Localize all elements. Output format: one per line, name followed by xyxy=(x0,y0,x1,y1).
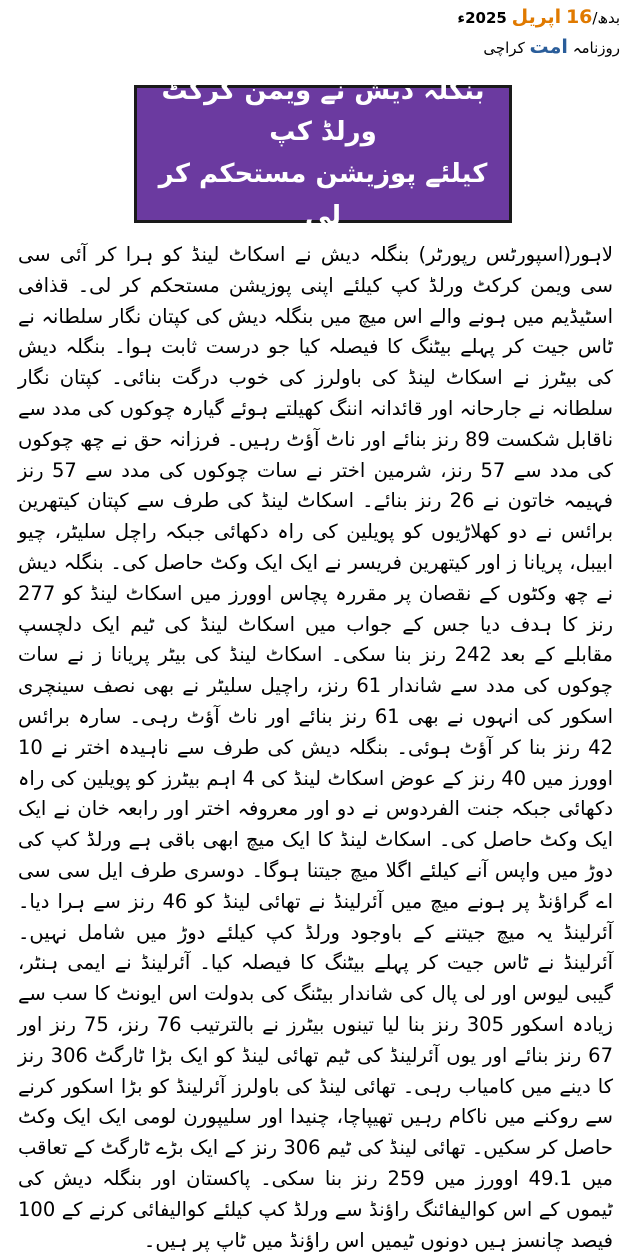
article-body xyxy=(18,240,613,1256)
paper-brand: امت xyxy=(529,35,568,58)
paper-prefix: روزنامہ xyxy=(572,38,620,57)
article-paragraph: لاہور(اسپورٹس رپورٹر) بنگلہ دیش نے اسکاٹ لینڈ کو ہرا کر آئی سی سی ویمن کرکٹ ورلڈ کپ کیلئے اپنی پوزیشن مستحکم کر لی۔ قذافی اسٹیڈیم میں ہونے والے اس میچ میں بنگلہ دیش کی کپتان نگار سلطانہ نے ٹاس جیت کر پہلے بیٹنگ کا فیصلہ کیا جو درست ثابت ہوا۔ بنگلہ دیش کی بیٹرز نے اسکاٹ لینڈ کی باولرز کی خوب درگت بنائی۔ کپتان نگار سلطانہ نے جارحانہ اور قائدانہ اننگ کھیلتے ہوئے گیارہ چوکوں کی مدد سے ناقابل شکست 89 رنز بنائے اور ناٹ آؤٹ رہیں۔ فرزانہ حق نے چھ چوکوں کی مدد سے 57 رنز، شرمین اختر نے سات چوکوں کی مدد سے 57 رنز فہیمہ خاتون نے 26 رنز بنائے۔ اسکاٹ لینڈ کی طرف سے کپتان کیتھرین برائس نے دو کھلاڑیوں کو پویلین کی راہ دکھائی جبکہ راچل سلیٹر، چیو ابیبل، پریانا ز اور کیتھرین فریسر نے ایک ایک وکٹ حاصل کی۔ بنگلہ دیش نے چھ وکٹوں کے نقصان پر مقررہ پچاس اوورز میں اسکاٹ لینڈ کو 277 رنز کا ہدف دیا جس کے جواب میں اسکاٹ لینڈ کی ٹیم ایک دلچسپ مقابلے کے بعد 242 رنز بنا سکی۔ اسکاٹ لینڈ کی بیٹر پریانا ز نے سات چوکوں کی مدد سے شاندار 61 رنز، راچیل سلیٹر نے بھی نصف سینچری اسکور کی انہوں نے بھی 61 رنز بنائے اور ناٹ آؤٹ رہی۔ سارہ برائس 42 رنز بنا کر آؤٹ ہوئی۔ بنگلہ دیش کی طرف سے ناہیدہ اختر نے 10 اوورز میں 40 رنز کے عوض اسکاٹ لینڈ کی 4 اہم بیٹرز کو پویلین کی راہ دکھائی جبکہ جنت الفردوس نے دو اور معروفہ اختر اور رابعہ خان نے ایک ایک وکٹ حاصل کی۔ اسکاٹ لینڈ کا ایک میچ ابھی باقی ہے ورلڈ کپ کی دوڑ میں واپس آنے کیلئے اگلا میچ جیتنا ہوگا۔ دوسری طرف ایل سی سی اے گراؤنڈ پر ہونے میچ میں آئرلینڈ نے تھائی لینڈ کو 46 رنز سے ہرا دیا۔ آئرلینڈ یہ میچ جیتنے کے باوجود ورلڈ کپ کیلئے دوڑ میں شامل نہیں۔ آئرلینڈ نے ٹاس جیت کر پہلے بیٹنگ کا فیصلہ کیا۔ آئرلینڈ نے ایمی ہنٹر، گیبی لیوس اور لی پال کی شاندار بیٹنگ کی بدولت اس ایونٹ کا سب سے زیادہ اسکور 305 رنز بنا لیا تینوں بیٹرز نے بالترتیب 76 رنز، 75 رنز اور 67 رنز بنائے اور یوں آئرلینڈ کی ٹیم تھائی لینڈ کو ایک بڑا ٹارگٹ 306 رنز کا دینے میں کامیاب رہی۔ تھائی لینڈ کی باولرز آئرلینڈ کو بڑا اسکور کرنے سے روکنے میں ناکام رہیں تھیپاچا، چنیدا اور سلیپورن لومی ایک ایک وکٹ حاصل کر سکیں۔ تھائی لینڈ کی ٹیم 306 رنز کے ایک بڑے ٹارگٹ کے تعاقب میں 49.1 اوورز میں 259 رنز بنا سکی۔ پاکستان اور بنگلہ دیش کی ٹیموں کے اس کوالیفائنگ راؤنڈ سے ورلڈ کپ کیلئے کوالیفائی کرنے کے 100 فیصد چانسز ہیں دونوں ٹیمیں اس راؤنڈ میں ٹاپ پر ہیں۔ xyxy=(18,243,614,1252)
day: 16 xyxy=(565,6,593,28)
headline-line-2: کیلئے پوزیشن مستحکم کر لی xyxy=(158,159,488,231)
date-line xyxy=(457,6,620,30)
year: 2025ء xyxy=(457,9,507,27)
date-separator: / xyxy=(592,9,598,27)
masthead xyxy=(457,6,620,60)
headline-line-1: بنگلہ دیش نے ویمن کرکٹ ورلڈ کپ xyxy=(161,75,485,148)
headline-box xyxy=(134,75,512,231)
weekday: بدھ xyxy=(597,9,620,27)
paper-line xyxy=(457,36,620,60)
paper-city: کراچی xyxy=(483,38,525,57)
month: اپریل xyxy=(511,6,562,28)
